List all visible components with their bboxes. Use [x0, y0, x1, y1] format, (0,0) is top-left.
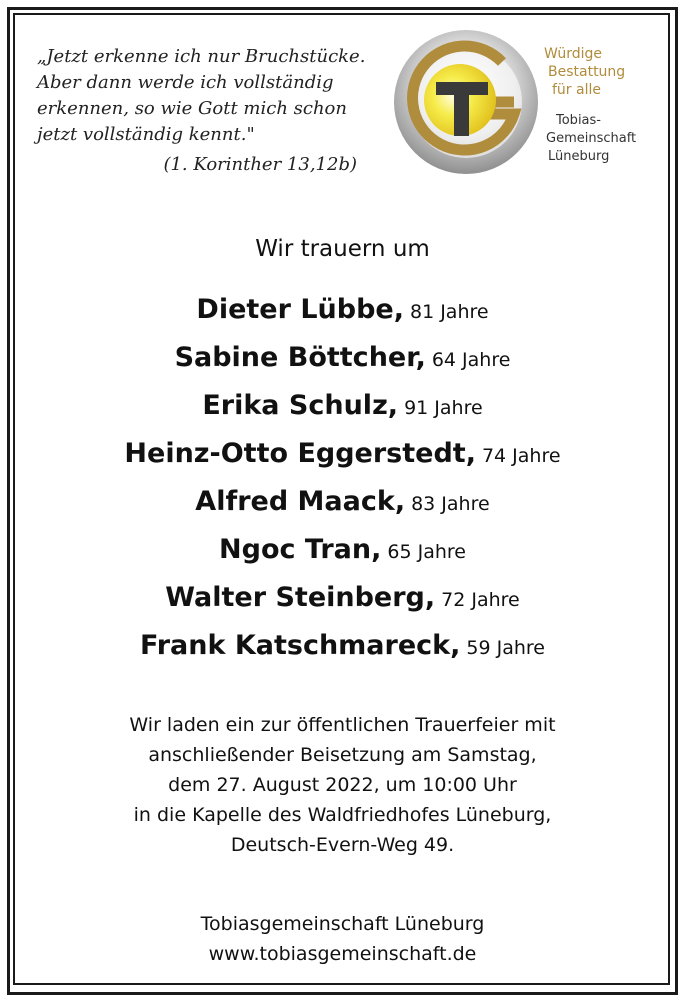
deceased-name: Alfred Maack: [195, 486, 395, 517]
organization-logo: [392, 28, 672, 178]
deceased-entry: Walter Steinberg, 72 Jahre: [165, 582, 520, 613]
logo-tagline-line: Bestattung: [548, 64, 626, 80]
invitation-line: Wir laden ein zur öffentlichen Trauerfeier mit: [129, 714, 556, 736]
deceased-entry: Dieter Lübbe, 81 Jahre: [196, 294, 489, 325]
deceased-name: Ngoc Tran: [219, 534, 372, 565]
deceased-entry: Alfred Maack, 83 Jahre: [195, 486, 490, 517]
footer-url: www.tobiasgemeinschaft.de: [208, 943, 477, 965]
deceased-list: [0, 288, 685, 672]
quote-reference: (1. Korinther 13,12b): [163, 154, 357, 175]
logo-org-line: Lüneburg: [548, 149, 610, 164]
deceased-entry: Erika Schulz, 91 Jahre: [202, 390, 483, 421]
deceased-entry: Heinz-Otto Eggerstedt, 74 Jahre: [124, 438, 561, 469]
deceased-age: 72 Jahre: [441, 589, 520, 611]
deceased-age: 81 Jahre: [409, 301, 489, 323]
logo-tagline-line: Würdige: [544, 46, 603, 62]
deceased-entry: Frank Katschmareck, 59 Jahre: [140, 630, 545, 661]
bible-quote: [37, 44, 367, 178]
deceased-name: Walter Steinberg: [165, 582, 425, 613]
deceased-name: Heinz-Otto Eggerstedt: [124, 438, 466, 469]
logo-tagline-line: für alle: [552, 82, 601, 98]
logo-org-name: [544, 112, 636, 166]
deceased-age: 65 Jahre: [387, 541, 466, 563]
invitation-line: dem 27. August 2022, um 10:00 Uhr: [168, 774, 517, 796]
deceased-age: 91 Jahre: [404, 397, 483, 419]
deceased-age: 59 Jahre: [466, 637, 545, 659]
invitation-line: Deutsch-Evern-Weg 49.: [230, 834, 455, 856]
logo-org-line: Gemeinschaft: [546, 131, 637, 146]
logo-tagline: [544, 45, 625, 99]
deceased-age: 74 Jahre: [481, 445, 561, 467]
quote-line: jetzt vollständig kennt.": [37, 124, 255, 145]
deceased-entry: Ngoc Tran, 65 Jahre: [219, 534, 466, 565]
deceased-age: 83 Jahre: [411, 493, 490, 515]
logo-org-line: Tobias-: [556, 113, 601, 128]
quote-line: erkennen, so wie Gott mich schon: [37, 98, 347, 119]
quote-line: „Jetzt erkenne ich nur Bruchstücke.: [37, 46, 366, 67]
footer: [0, 909, 685, 969]
invitation-line: anschließender Beisetzung am Samstag,: [148, 744, 537, 766]
funeral-invitation: [0, 710, 685, 860]
mourning-intro: Wir trauern um: [255, 236, 430, 262]
deceased-age: 64 Jahre: [431, 349, 511, 371]
tg-logo-icon: [392, 28, 542, 178]
deceased-name: Sabine Böttcher: [174, 342, 416, 373]
deceased-name: Erika Schulz: [202, 390, 388, 421]
footer-org: Tobiasgemeinschaft Lüneburg: [200, 913, 485, 935]
deceased-name: Frank Katschmareck: [140, 630, 451, 661]
deceased-name: Dieter Lübbe: [196, 294, 394, 325]
invitation-line: in die Kapelle des Waldfriedhofes Lüneburg,: [133, 804, 552, 826]
deceased-entry: Sabine Böttcher, 64 Jahre: [174, 342, 511, 373]
quote-line: Aber dann werde ich vollständig: [37, 72, 334, 93]
